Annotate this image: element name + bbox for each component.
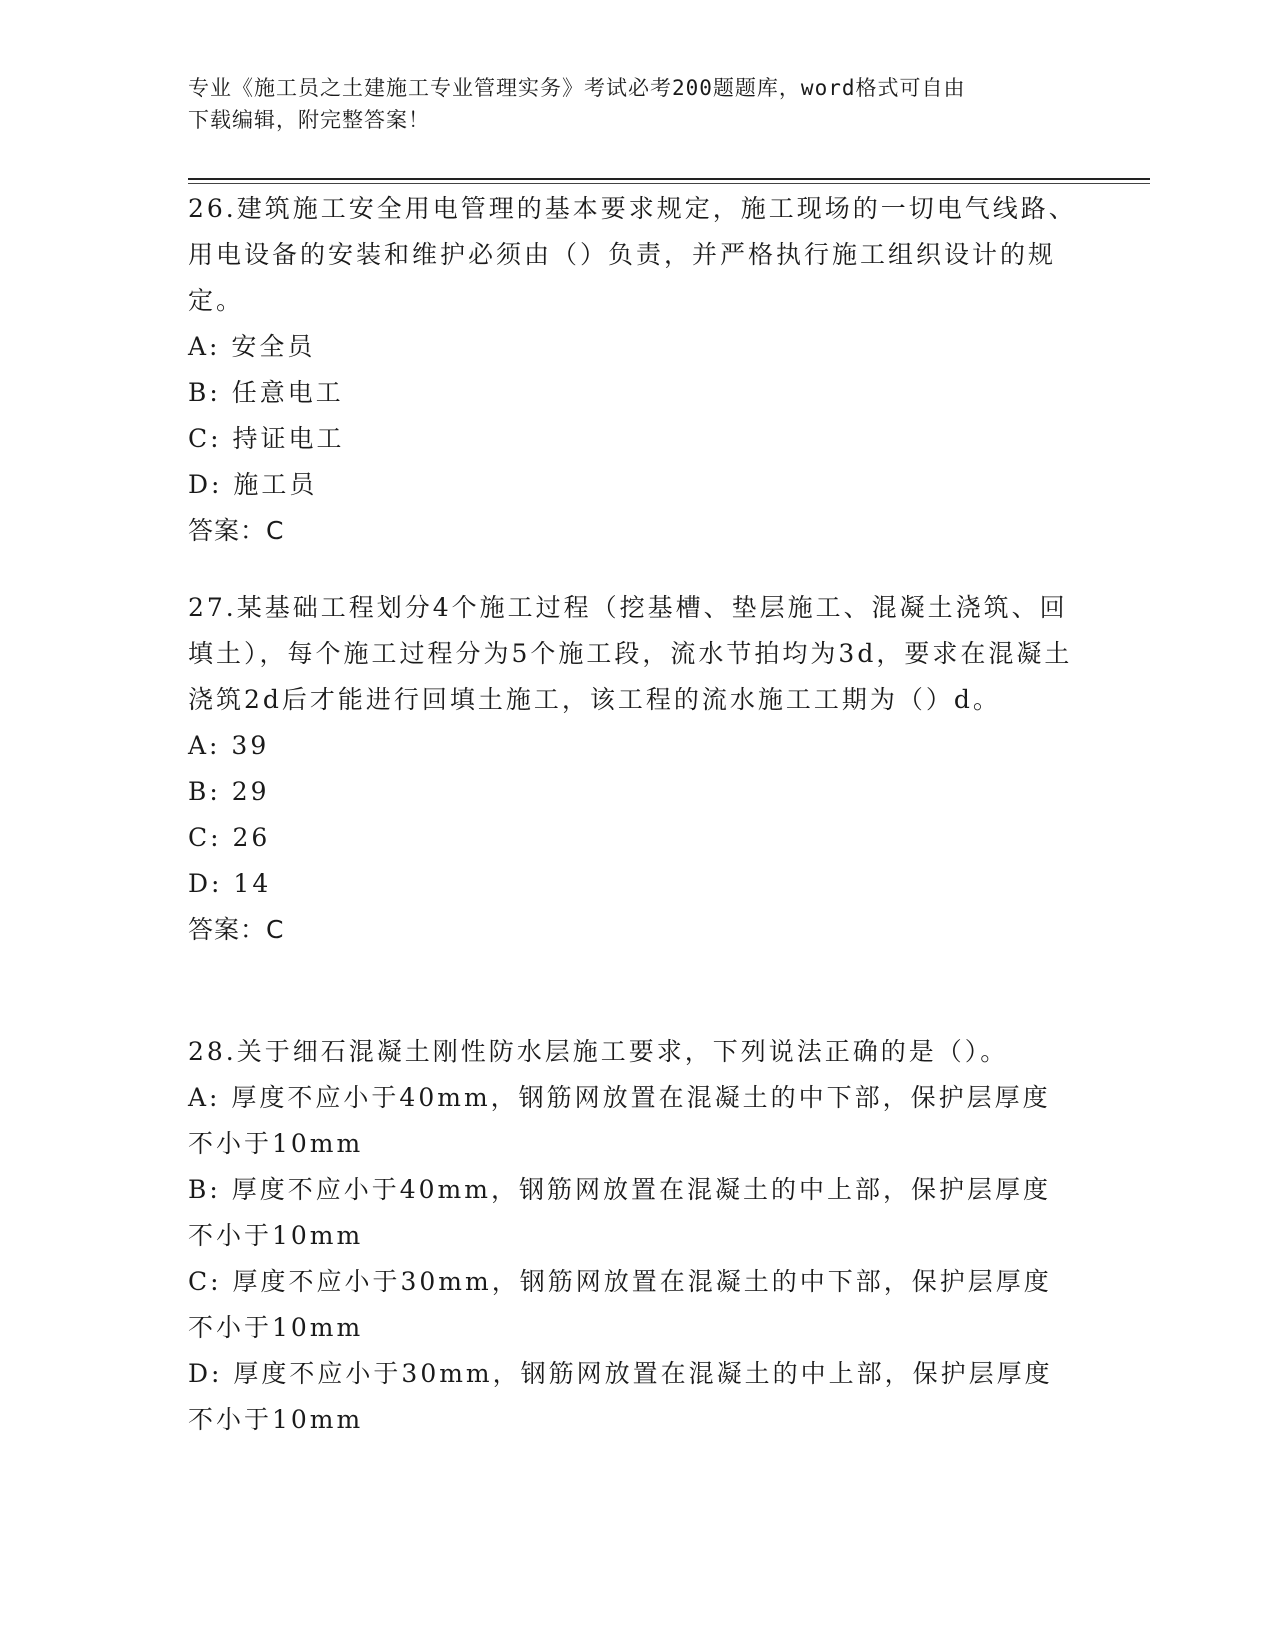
header-line-2: 下载编辑，附完整答案！ [188, 108, 430, 132]
question-stem: 27.某基础工程划分4个施工过程（挖基槽、垫层施工、混凝土浇筑、回填土），每个施工过程分为5个施工段，流水节拍均为3d，要求在混凝土浇筑2d后才能进行回填土施工，该工程的流水施工工期为（）d。 [188, 593, 1073, 714]
option-c: C: 26 [188, 823, 271, 852]
option-b: B: 任意电工 [188, 378, 344, 407]
question-28 [188, 1029, 1078, 1443]
option-d: D: 施工员 [188, 470, 318, 499]
option-a: A: 厚度不应小于40mm，钢筋网放置在混凝土的中下部，保护层厚度不小于10mm [188, 1083, 1051, 1158]
option-c: C: 厚度不应小于30mm，钢筋网放置在混凝土的中下部，保护层厚度不小于10mm [188, 1267, 1052, 1342]
answer-label: 答案：C [188, 915, 285, 944]
question-27 [188, 585, 1078, 953]
option-a: A: 安全员 [188, 332, 316, 361]
option-b: B: 厚度不应小于40mm，钢筋网放置在混凝土的中上部，保护层厚度不小于10mm [188, 1175, 1051, 1250]
answer-label: 答案：C [188, 516, 285, 545]
option-a: A: 39 [188, 731, 270, 760]
question-26 [188, 186, 1078, 554]
option-b: B: 29 [188, 777, 270, 806]
header-divider-thick [188, 178, 1150, 180]
document-header [188, 72, 1068, 136]
header-divider-thin [188, 183, 1150, 184]
option-c: C: 持证电工 [188, 424, 345, 453]
header-line-1: 专业《施工员之土建施工专业管理实务》考试必考200题题库，word格式可自由 [188, 76, 966, 100]
option-d: D: 14 [188, 869, 272, 898]
question-stem: 26.建筑施工安全用电管理的基本要求规定，施工现场的一切电气线路、用电设备的安装和维护必须由（）负责，并严格执行施工组织设计的规定。 [188, 194, 1077, 315]
option-d: D: 厚度不应小于30mm，钢筋网放置在混凝土的中上部，保护层厚度不小于10mm [188, 1359, 1053, 1434]
question-stem: 28.关于细石混凝土刚性防水层施工要求，下列说法正确的是（）。 [188, 1037, 1009, 1066]
